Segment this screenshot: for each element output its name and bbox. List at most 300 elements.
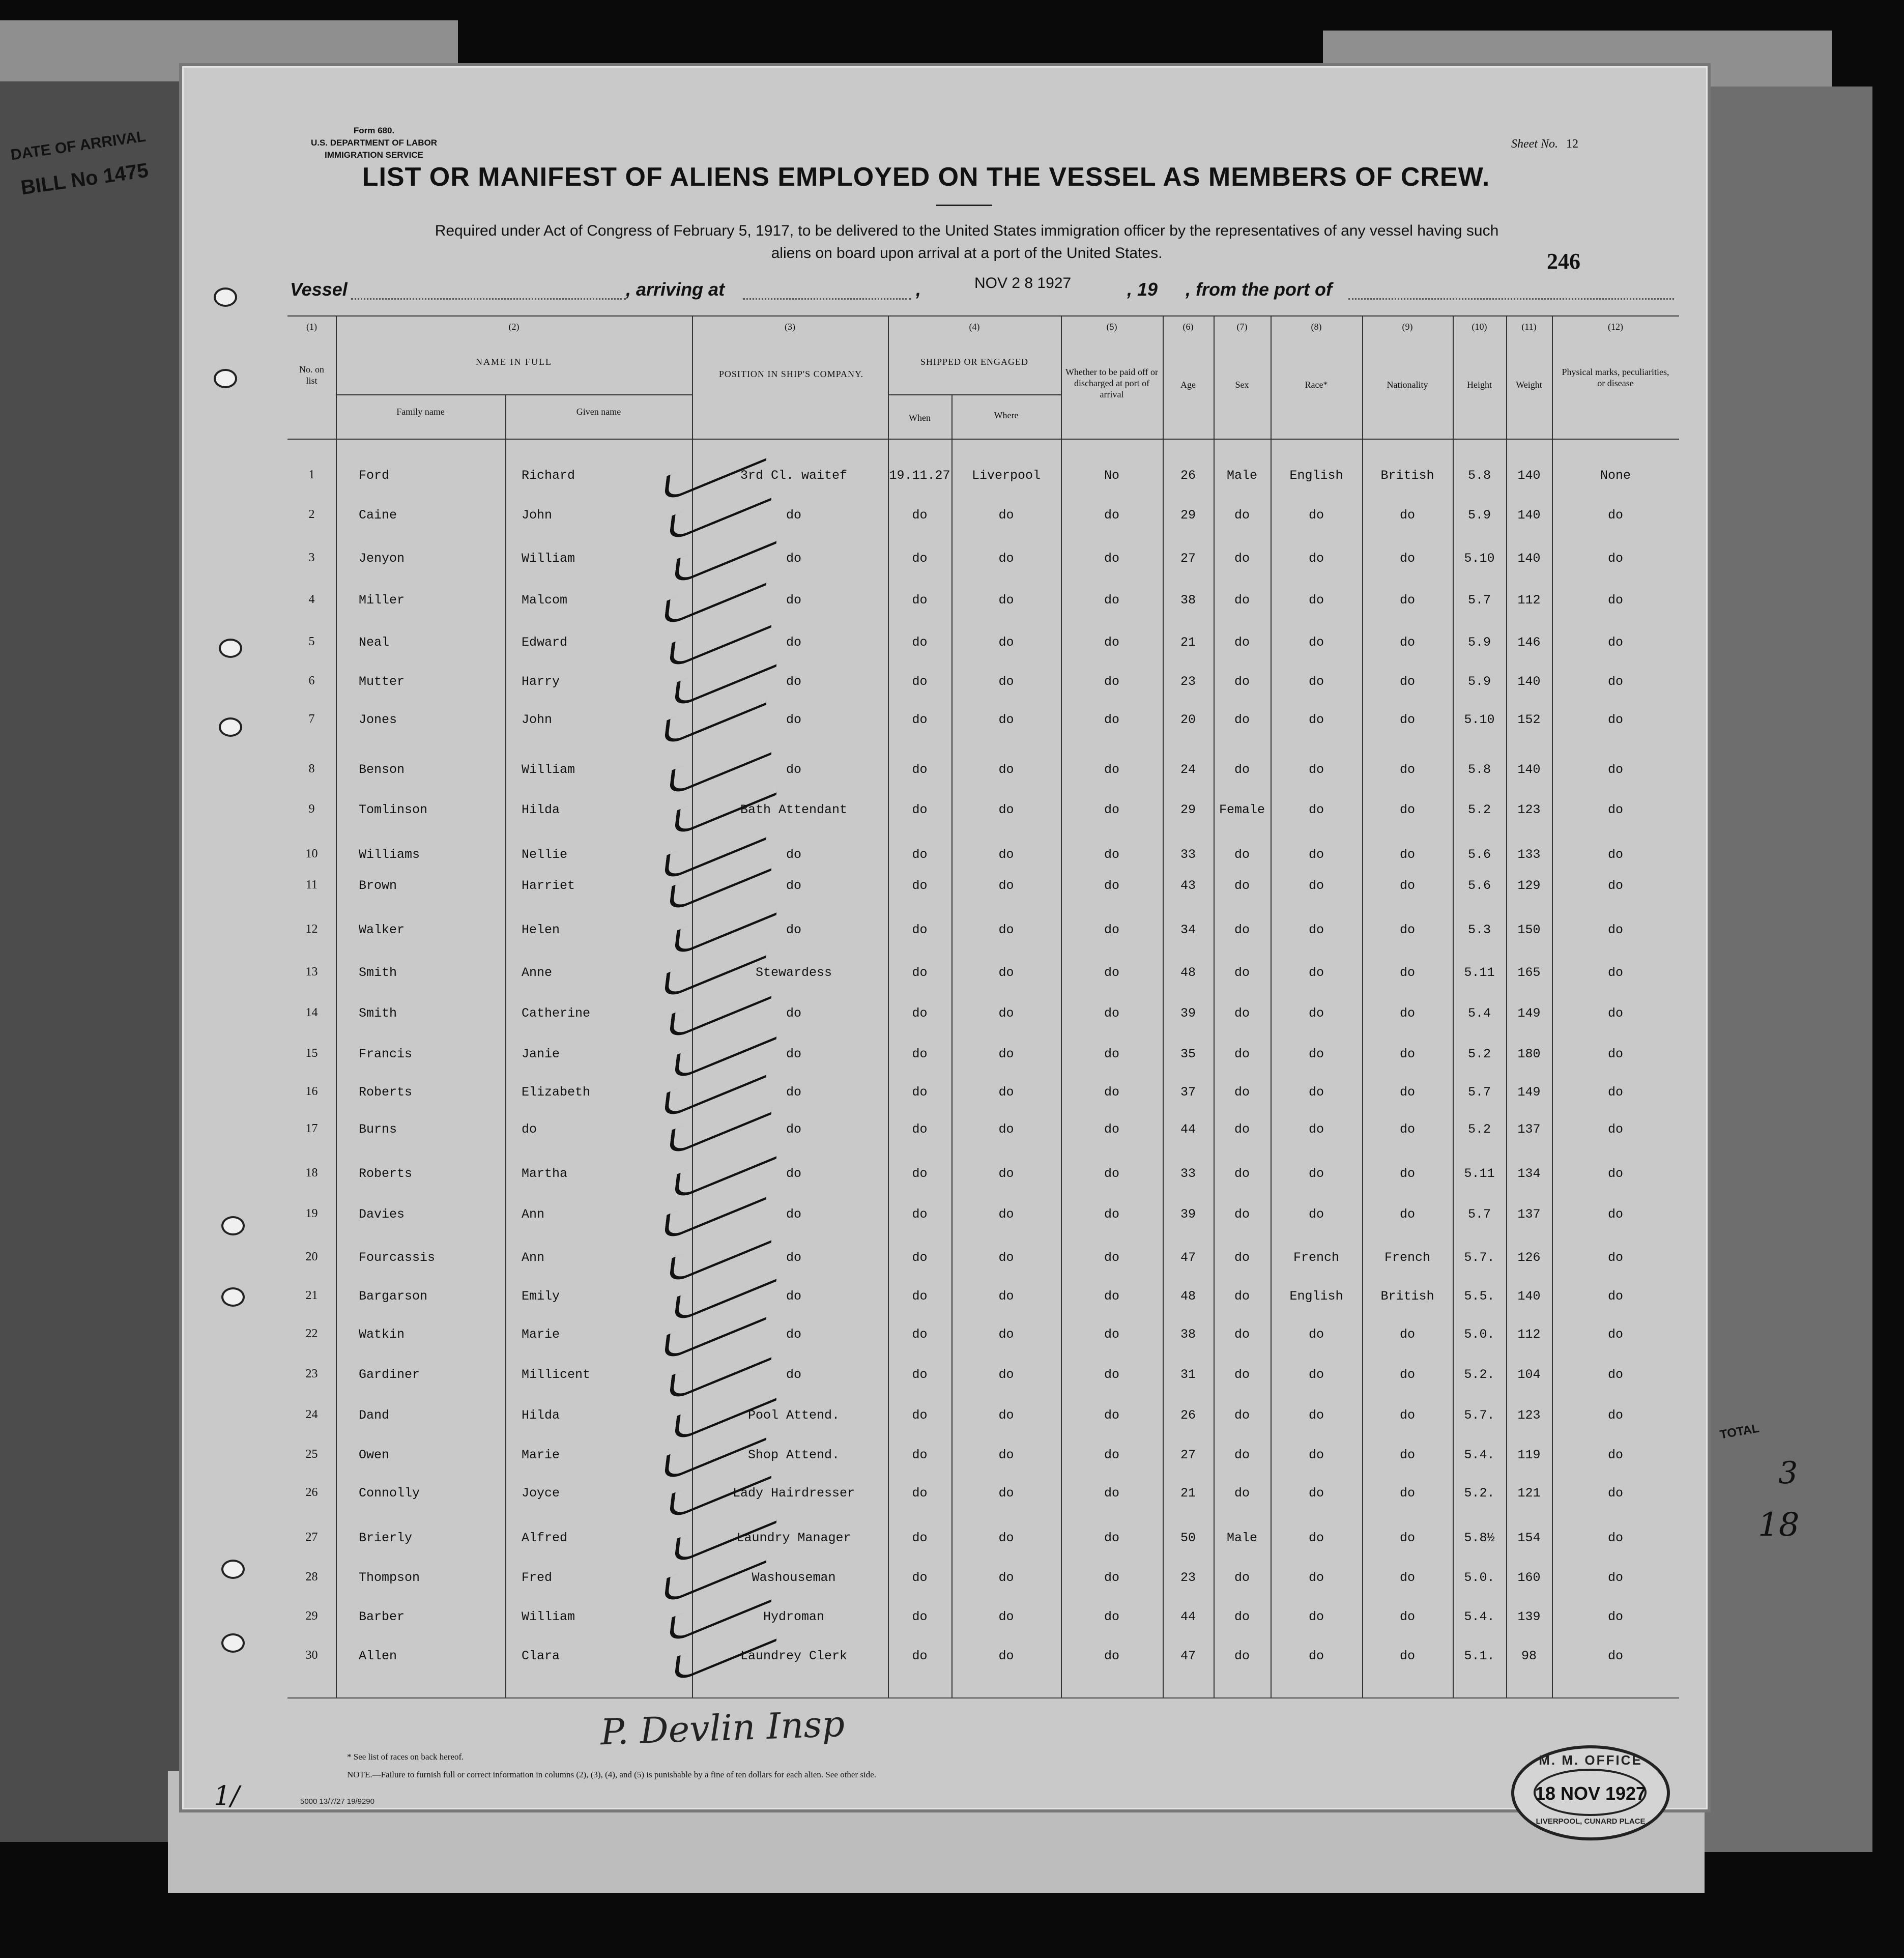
nationality-cell: British <box>1380 1289 1434 1304</box>
race-cell: English <box>1289 1289 1343 1304</box>
height-cell: 5.2. <box>1464 1486 1495 1501</box>
height-cell: 5.8 <box>1467 762 1491 777</box>
shipped-where-cell: do <box>998 847 1014 862</box>
height-header: Height <box>1467 380 1492 390</box>
shipped-when-cell: do <box>912 923 928 937</box>
sex-cell: do <box>1234 1166 1250 1181</box>
paid-off-cell: do <box>1104 847 1119 862</box>
position-cell: do <box>786 508 801 523</box>
weight-cell: 134 <box>1517 1166 1541 1181</box>
paid-off-cell: do <box>1104 1531 1119 1545</box>
physical-marks-cell: do <box>1607 1448 1623 1462</box>
height-cell: 5.9 <box>1467 635 1491 650</box>
shipped-when-cell: do <box>912 1649 928 1663</box>
margin-note-bottom-left: 1/ <box>214 1781 240 1811</box>
race-cell: English <box>1289 468 1343 483</box>
shipped-when-cell: do <box>912 1486 928 1501</box>
shipped-where-cell: do <box>998 802 1014 817</box>
penalty-note: NOTE.—Failure to furnish full or correct information in columns (2), (3), (4), and (5) is punishable by a fine of ten dollars for each alien. See other side. <box>347 1770 877 1779</box>
height-cell: 5.2 <box>1467 1047 1491 1061</box>
family-name-cell: Smith <box>359 1006 397 1021</box>
shipped-where-cell: do <box>998 1006 1014 1021</box>
sex-cell: do <box>1234 1570 1250 1585</box>
height-cell: 5.7. <box>1464 1408 1495 1423</box>
sheet-number-label: Sheet No. <box>1511 137 1558 151</box>
physical-marks-cell: do <box>1607 1047 1623 1061</box>
shipped-when-cell: do <box>912 762 928 777</box>
punch-hole <box>221 1633 245 1653</box>
punch-hole <box>219 639 242 658</box>
height-cell: 5.10 <box>1464 551 1495 566</box>
given-name-cell: Anne <box>522 965 553 980</box>
nationality-cell: do <box>1399 1408 1415 1423</box>
nationality-cell: do <box>1399 923 1415 937</box>
paid-off-cell: do <box>1104 508 1119 523</box>
given-name-cell: Clara <box>522 1649 560 1663</box>
row-number-cell: 6 <box>308 674 315 687</box>
age-cell: 29 <box>1180 508 1196 523</box>
table-row <box>287 1531 1679 1551</box>
paid-off-cell: do <box>1104 923 1119 937</box>
family-name-cell: Roberts <box>359 1166 413 1181</box>
age-cell: 24 <box>1180 762 1196 777</box>
age-cell: 44 <box>1180 1122 1196 1137</box>
race-cell: do <box>1308 1408 1324 1423</box>
nationality-header: Nationality <box>1387 380 1428 390</box>
row-number-cell: 4 <box>308 593 315 606</box>
family-name-cell: Fourcassis <box>359 1250 436 1265</box>
race-cell: French <box>1293 1250 1339 1265</box>
height-cell: 5.0. <box>1464 1570 1495 1585</box>
margin-tally-3: 3 <box>1778 1455 1798 1491</box>
row-number-cell: 14 <box>305 1006 318 1019</box>
table-row <box>287 847 1679 868</box>
race-cell: do <box>1308 1047 1324 1061</box>
table-row <box>287 1327 1679 1347</box>
shipped-where-cell: do <box>998 1570 1014 1585</box>
sex-cell: do <box>1234 635 1250 650</box>
given-name-header: Given name <box>576 407 621 417</box>
sex-cell: do <box>1234 847 1250 862</box>
paid-off-cell: No <box>1104 468 1119 483</box>
column-number: (7) <box>1236 322 1248 332</box>
family-name-cell: Burns <box>359 1122 397 1137</box>
shipped-where-cell: do <box>998 1085 1014 1100</box>
nationality-cell: do <box>1399 593 1415 608</box>
position-cell: do <box>786 923 801 937</box>
age-cell: 35 <box>1180 1047 1196 1061</box>
sex-cell: Male <box>1226 1531 1257 1545</box>
total-edge-label: TOTAL <box>1719 1421 1761 1442</box>
family-name-cell: Watkin <box>359 1327 405 1342</box>
row-number-cell: 1 <box>308 468 315 481</box>
given-name-cell: Alfred <box>522 1531 568 1545</box>
table-row <box>287 635 1679 655</box>
position-cell: do <box>786 1166 801 1181</box>
sex-cell: do <box>1234 674 1250 689</box>
age-cell: 27 <box>1180 551 1196 566</box>
family-name-cell: Mutter <box>359 674 405 689</box>
nationality-cell: do <box>1399 508 1415 523</box>
row-number-cell: 12 <box>305 923 318 936</box>
given-name-cell: Janie <box>522 1047 560 1061</box>
shipped-when-cell: do <box>912 1327 928 1342</box>
punch-hole <box>221 1216 245 1235</box>
stamp-office: M. M. OFFICE <box>1539 1752 1642 1768</box>
weight-cell: 139 <box>1517 1609 1541 1624</box>
physical-marks-cell: do <box>1607 1408 1623 1423</box>
sex-cell: do <box>1234 551 1250 566</box>
given-name-cell: John <box>522 712 553 727</box>
age-cell: 20 <box>1180 712 1196 727</box>
weight-cell: 150 <box>1517 923 1541 937</box>
column-number: (4) <box>969 322 980 332</box>
nationality-cell: do <box>1399 1122 1415 1137</box>
shipped-where-cell: do <box>998 965 1014 980</box>
row-number-cell: 20 <box>305 1250 318 1263</box>
sex-cell: do <box>1234 1408 1250 1423</box>
nationality-cell: do <box>1399 802 1415 817</box>
shipped-where-cell: do <box>998 635 1014 650</box>
physical-marks-cell: do <box>1607 1570 1623 1585</box>
weight-cell: 123 <box>1517 802 1541 817</box>
age-cell: 26 <box>1180 1408 1196 1423</box>
age-cell: 27 <box>1180 1448 1196 1462</box>
punch-hole <box>221 1287 245 1307</box>
physical-marks-cell: do <box>1607 1486 1623 1501</box>
given-name-cell: Ann <box>522 1207 545 1222</box>
paid-off-cell: do <box>1104 762 1119 777</box>
table-row <box>287 1570 1679 1591</box>
column-number: (12) <box>1608 322 1623 332</box>
paid-off-cell: do <box>1104 1609 1119 1624</box>
physical-marks-cell: do <box>1607 1085 1623 1100</box>
table-row <box>287 1448 1679 1468</box>
column-number: (9) <box>1402 322 1413 332</box>
paid-off-cell: do <box>1104 1289 1119 1304</box>
nationality-cell: do <box>1399 1649 1415 1663</box>
given-name-cell: Catherine <box>522 1006 591 1021</box>
table-row <box>287 1367 1679 1388</box>
from-port-blank <box>1348 297 1674 300</box>
given-name-cell: Martha <box>522 1166 568 1181</box>
weight-cell: 149 <box>1517 1085 1541 1100</box>
race-cell: do <box>1308 1649 1324 1663</box>
shipped-when-cell: do <box>912 674 928 689</box>
family-name-cell: Brierly <box>359 1531 413 1545</box>
arriving-label: , arriving at <box>626 279 725 300</box>
race-cell: do <box>1308 1486 1324 1501</box>
family-name-cell: Jenyon <box>359 551 405 566</box>
given-name-cell: Marie <box>522 1448 560 1462</box>
nationality-cell: do <box>1399 762 1415 777</box>
height-cell: 5.7. <box>1464 1250 1495 1265</box>
table-row <box>287 508 1679 528</box>
sheet-number <box>1511 137 1578 151</box>
given-name-cell: Edward <box>522 635 568 650</box>
weight-cell: 112 <box>1517 593 1541 608</box>
height-cell: 5.7 <box>1467 1085 1491 1100</box>
position-cell: 3rd Cl. waitef <box>740 468 848 483</box>
name-subheader-rule <box>336 394 692 395</box>
weight-cell: 140 <box>1517 762 1541 777</box>
weight-cell: 126 <box>1517 1250 1541 1265</box>
shipped-where-cell: do <box>998 923 1014 937</box>
row-number-cell: 10 <box>305 847 318 860</box>
family-name-cell: Owen <box>359 1448 390 1462</box>
right-underlying-paper <box>1705 87 1872 1852</box>
page-number: 246 <box>1547 249 1580 274</box>
race-cell: do <box>1308 1609 1324 1624</box>
shipped-when-cell: do <box>912 1047 928 1061</box>
stamp-date: 18 NOV 1927 <box>1535 1783 1647 1804</box>
age-cell: 44 <box>1180 1609 1196 1624</box>
weight-cell: 140 <box>1517 468 1541 483</box>
nationality-cell: do <box>1399 674 1415 689</box>
family-name-cell: Allen <box>359 1649 397 1663</box>
race-cell: do <box>1308 878 1324 893</box>
arriving-comma: , <box>916 279 921 300</box>
sex-cell: do <box>1234 1207 1250 1222</box>
height-cell: 5.11 <box>1464 965 1495 980</box>
shipped-where-cell: Liverpool <box>971 468 1041 483</box>
race-cell: do <box>1308 762 1324 777</box>
weight-cell: 149 <box>1517 1006 1541 1021</box>
family-name-cell: Miller <box>359 593 405 608</box>
paid-off-cell: do <box>1104 1085 1119 1100</box>
weight-cell: 129 <box>1517 878 1541 893</box>
height-cell: 5.5. <box>1464 1289 1495 1304</box>
family-name-cell: Williams <box>359 847 420 862</box>
paid-off-cell: do <box>1104 965 1119 980</box>
sex-cell: do <box>1234 1047 1250 1061</box>
sex-cell: do <box>1234 1367 1250 1382</box>
shipped-when-cell: do <box>912 1448 928 1462</box>
race-cell: do <box>1308 1006 1324 1021</box>
sex-cell: do <box>1234 1006 1250 1021</box>
from-port-label: , from the port of <box>1186 279 1332 300</box>
shipped-when-cell: do <box>912 1207 928 1222</box>
row-number-cell: 22 <box>305 1327 318 1340</box>
given-name-cell: Hilda <box>522 1408 560 1423</box>
shipped-where-cell: do <box>998 508 1014 523</box>
paid-off-cell: do <box>1104 1047 1119 1061</box>
nationality-cell: do <box>1399 847 1415 862</box>
race-cell: do <box>1308 1367 1324 1382</box>
row-number-cell: 28 <box>305 1570 318 1583</box>
age-cell: 21 <box>1180 1486 1196 1501</box>
shipped-where-cell: do <box>998 1649 1014 1663</box>
age-cell: 29 <box>1180 802 1196 817</box>
position-cell: do <box>786 712 801 727</box>
shipped-where-cell: do <box>998 1448 1014 1462</box>
vessel-line <box>290 275 1674 305</box>
family-name-cell: Ford <box>359 468 390 483</box>
physical-marks-cell: do <box>1607 1609 1623 1624</box>
race-cell: do <box>1308 508 1324 523</box>
sex-cell: do <box>1234 1649 1250 1663</box>
shipped-when-cell: do <box>912 1006 928 1021</box>
punch-hole <box>214 369 237 388</box>
age-cell: 33 <box>1180 847 1196 862</box>
shipped-where-cell: do <box>998 1367 1014 1382</box>
position-cell: do <box>786 1367 801 1382</box>
position-cell: do <box>786 593 801 608</box>
age-cell: 39 <box>1180 1207 1196 1222</box>
service-name: IMMIGRATION SERVICE <box>325 150 423 160</box>
nationality-cell: do <box>1399 1609 1415 1624</box>
family-name-cell: Thompson <box>359 1570 420 1585</box>
position-cell: Lady Hairdresser <box>732 1486 855 1501</box>
sex-cell: do <box>1234 1327 1250 1342</box>
race-cell: do <box>1308 1531 1324 1545</box>
position-cell: do <box>786 1327 801 1342</box>
paid-off-cell: do <box>1104 1486 1119 1501</box>
sex-cell: do <box>1234 923 1250 937</box>
crew-manifest-table <box>287 315 1679 1708</box>
weight-cell: 140 <box>1517 551 1541 566</box>
row-number-cell: 21 <box>305 1289 318 1302</box>
height-cell: 5.7 <box>1467 1207 1491 1222</box>
physical-marks-cell: do <box>1607 674 1623 689</box>
family-name-cell: Neal <box>359 635 390 650</box>
row-number-cell: 11 <box>305 878 318 891</box>
position-cell: Laundry Manager <box>736 1531 851 1545</box>
paid-off-cell: do <box>1104 1122 1119 1137</box>
weight-cell: 98 <box>1521 1649 1537 1663</box>
age-cell: 38 <box>1180 1327 1196 1342</box>
form-identifier <box>290 125 458 161</box>
physical-marks-cell: do <box>1607 1367 1623 1382</box>
arrival-date-stamp: NOV 2 8 1927 <box>974 275 1072 292</box>
given-name-cell: Harry <box>522 674 560 689</box>
sex-cell: Male <box>1226 468 1257 483</box>
position-cell: Shop Attend. <box>747 1448 840 1462</box>
paid-off-cell: do <box>1104 1570 1119 1585</box>
shipped-when-cell: do <box>912 508 928 523</box>
row-number-cell: 17 <box>305 1122 318 1135</box>
given-name-cell: Helen <box>522 923 560 937</box>
family-name-cell: Dand <box>359 1408 390 1423</box>
page-subtitle <box>275 220 1659 265</box>
shipped-where-cell: do <box>998 878 1014 893</box>
position-cell: do <box>786 1047 801 1061</box>
race-cell: do <box>1308 847 1324 862</box>
row-number-cell: 19 <box>305 1207 318 1220</box>
position-cell: Laundrey Clerk <box>740 1649 848 1663</box>
row-number-cell: 26 <box>305 1486 318 1499</box>
shipped-engaged-header: SHIPPED OR ENGAGED <box>920 357 1028 367</box>
physical-marks-cell: do <box>1607 965 1623 980</box>
row-number-cell: 25 <box>305 1448 318 1461</box>
shipped-where-cell: do <box>998 1207 1014 1222</box>
race-cell: do <box>1308 1122 1324 1137</box>
age-cell: 47 <box>1180 1250 1196 1265</box>
row-number-cell: 16 <box>305 1085 318 1098</box>
shipped-when-cell: do <box>912 802 928 817</box>
position-cell: Pool Attend. <box>747 1408 840 1423</box>
sex-cell: do <box>1234 878 1250 893</box>
position-cell: do <box>786 1207 801 1222</box>
weight-cell: 123 <box>1517 1408 1541 1423</box>
table-row <box>287 1649 1679 1669</box>
paid-off-cell: do <box>1104 878 1119 893</box>
table-row <box>287 965 1679 986</box>
weight-cell: 140 <box>1517 508 1541 523</box>
physical-marks-cell: do <box>1607 1250 1623 1265</box>
family-name-cell: Brown <box>359 878 397 893</box>
age-cell: 47 <box>1180 1649 1196 1663</box>
weight-cell: 140 <box>1517 1289 1541 1304</box>
physical-marks-cell: do <box>1607 593 1623 608</box>
table-row <box>287 593 1679 613</box>
age-cell: 21 <box>1180 635 1196 650</box>
physical-marks-cell: do <box>1607 1122 1623 1137</box>
sex-cell: Female <box>1219 802 1265 817</box>
row-number-cell: 3 <box>308 551 315 564</box>
shipped-when-cell: do <box>912 1570 928 1585</box>
height-cell: 5.1. <box>1464 1649 1495 1663</box>
height-cell: 5.4. <box>1464 1448 1495 1462</box>
column-number: (11) <box>1521 322 1537 332</box>
arriving-blank <box>743 297 911 300</box>
shipped-when-cell: do <box>912 1085 928 1100</box>
table-row <box>287 802 1679 823</box>
paid-off-cell: do <box>1104 551 1119 566</box>
shipped-where-cell: do <box>998 551 1014 566</box>
table-row <box>287 1122 1679 1142</box>
shipped-when-cell: 19.11.27 <box>889 468 950 483</box>
physical-marks-header: Physical marks, peculiarities, or disease <box>1562 367 1669 388</box>
paid-off-cell: do <box>1104 674 1119 689</box>
position-cell: do <box>786 1250 801 1265</box>
table-row <box>287 1486 1679 1506</box>
bill-edge-label: BILL No 1475 <box>19 159 150 199</box>
shipped-when-cell: do <box>912 551 928 566</box>
race-footnote: * See list of races on back hereof. <box>347 1752 464 1762</box>
weight-cell: 137 <box>1517 1122 1541 1137</box>
physical-marks-cell: do <box>1607 1207 1623 1222</box>
table-bottom-rule <box>287 1697 1679 1698</box>
nationality-cell: do <box>1399 1531 1415 1545</box>
column-number: (1) <box>306 322 317 332</box>
row-number-cell: 8 <box>308 762 315 775</box>
row-number-cell: 5 <box>308 635 315 648</box>
nationality-cell: do <box>1399 712 1415 727</box>
print-code: 5000 13/7/27 19/9290 <box>300 1797 374 1806</box>
shipped-when-cell: do <box>912 1531 928 1545</box>
height-cell: 5.2 <box>1467 802 1491 817</box>
age-cell: 37 <box>1180 1085 1196 1100</box>
physical-marks-cell: do <box>1607 1531 1623 1545</box>
column-number: (8) <box>1311 322 1322 332</box>
punch-hole <box>219 717 242 737</box>
family-name-cell: Connolly <box>359 1486 420 1501</box>
nationality-cell: do <box>1399 1047 1415 1061</box>
family-name-cell: Jones <box>359 712 397 727</box>
punch-hole <box>221 1560 245 1579</box>
physical-marks-cell: do <box>1607 923 1623 937</box>
given-name-cell: do <box>522 1122 537 1137</box>
position-cell: do <box>786 551 801 566</box>
arrival-edge-label: DATE OF ARRIVAL <box>9 128 147 164</box>
row-number-cell: 9 <box>308 802 315 816</box>
sex-cell: do <box>1234 1122 1250 1137</box>
shipped-when-cell: do <box>912 1408 928 1423</box>
title-divider <box>936 205 992 206</box>
paid-off-cell: do <box>1104 1207 1119 1222</box>
height-cell: 5.9 <box>1467 508 1491 523</box>
